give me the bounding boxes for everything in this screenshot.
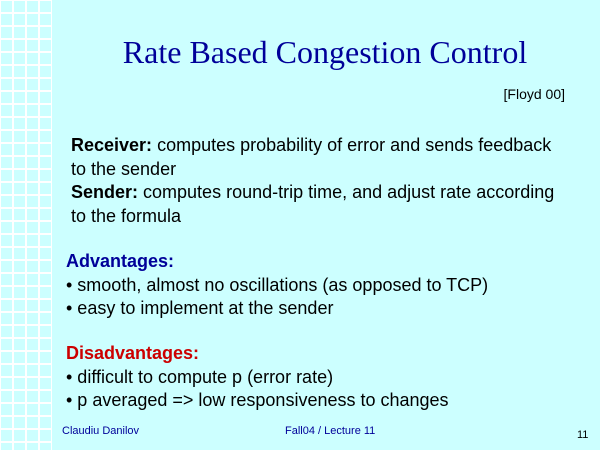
disadvantages-heading: Disadvantages: bbox=[66, 343, 200, 363]
receiver-sender-block bbox=[71, 134, 571, 228]
disadvantages-section bbox=[66, 342, 586, 413]
advantage-item: • smooth, almost no oscillations (as opposed to TCP) bbox=[66, 274, 489, 295]
receiver-line bbox=[71, 134, 571, 181]
disadvantage-item: • difficult to compute p (error rate) bbox=[66, 366, 334, 387]
advantages-heading: Advantages: bbox=[66, 251, 175, 271]
sender-text: computes round-trip time, and adjust rate according to the formula bbox=[71, 182, 555, 226]
advantage-item: • easy to implement at the sender bbox=[66, 298, 334, 318]
sender-label: Sender: bbox=[71, 182, 139, 202]
receiver-label: Receiver: bbox=[71, 135, 153, 155]
slide-title: Rate Based Congestion Control bbox=[122, 34, 528, 70]
advantages-section bbox=[66, 250, 586, 321]
grid-decoration bbox=[0, 0, 52, 450]
sender-line bbox=[71, 181, 571, 228]
citation: [Floyd 00] bbox=[503, 86, 565, 102]
disadvantage-item: • p averaged => low responsiveness to changes bbox=[66, 390, 449, 410]
receiver-text: computes probability of error and sends feedback to the sender bbox=[71, 135, 552, 179]
page-number: 11 bbox=[577, 429, 589, 441]
footer-course: Fall04 / Lecture 11 bbox=[285, 425, 376, 437]
footer-author: Claudiu Danilov bbox=[62, 425, 140, 437]
